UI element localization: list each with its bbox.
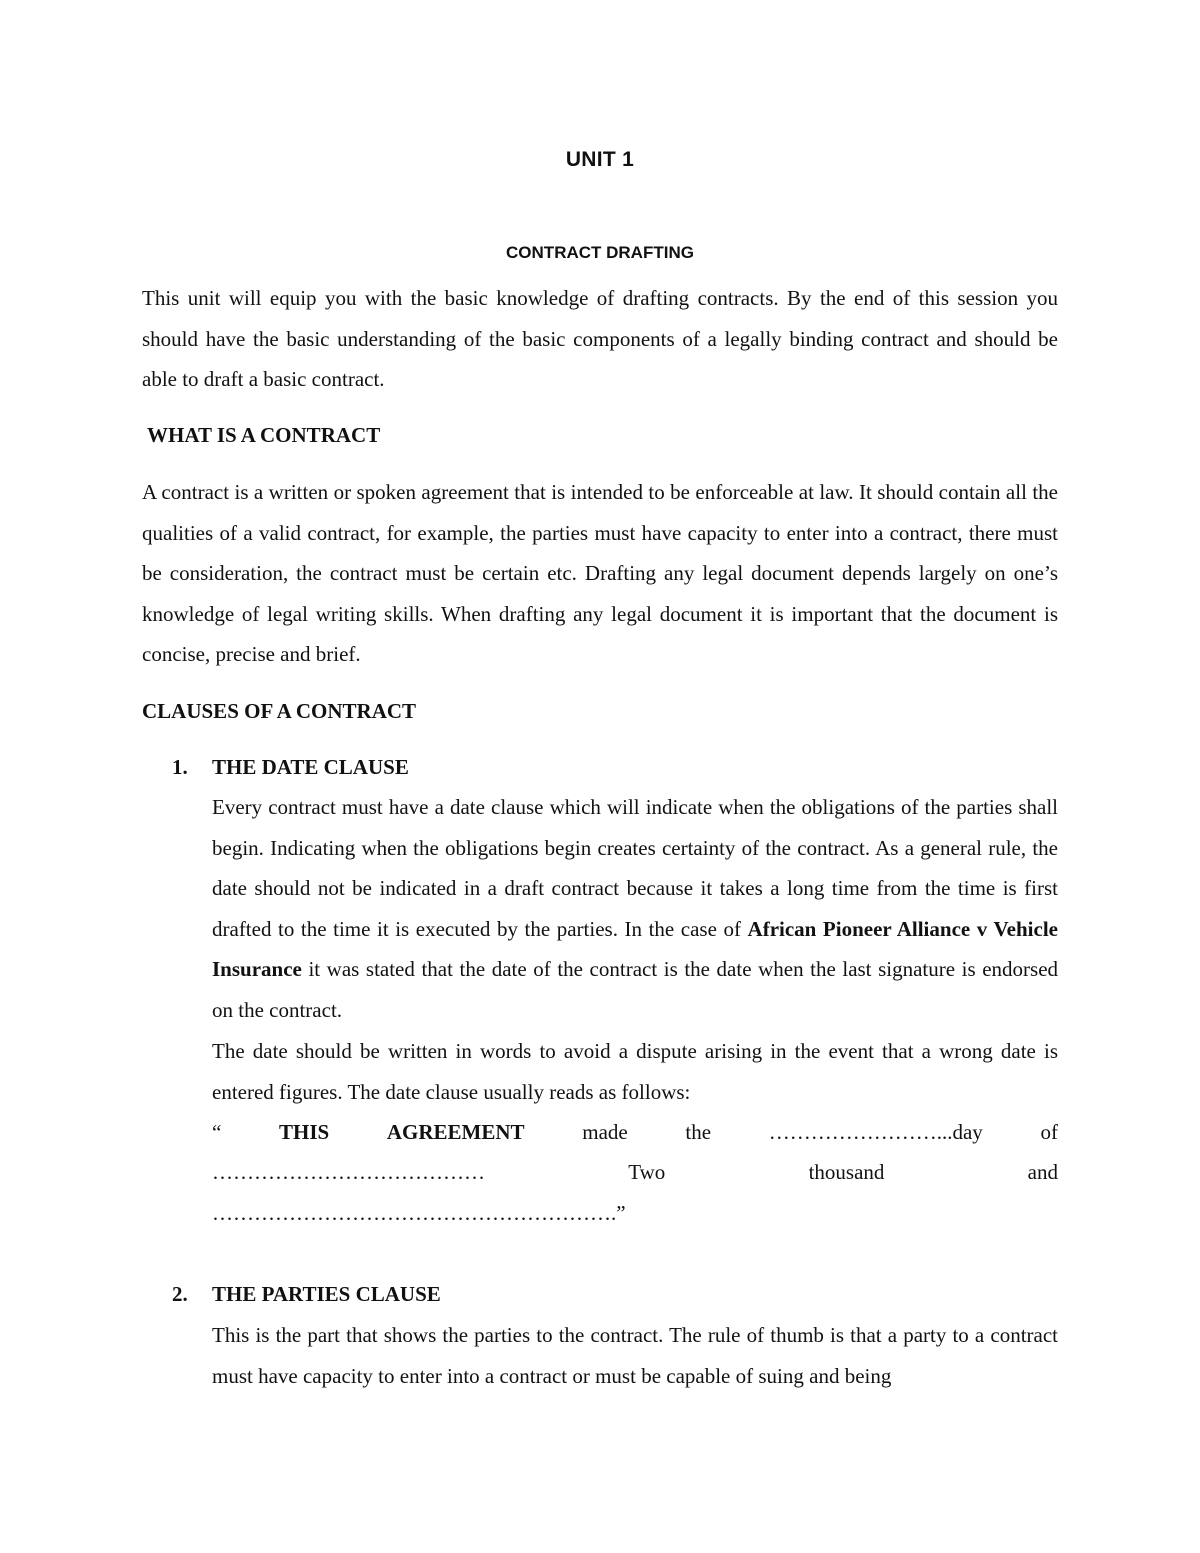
sample-day-blank: ……………………...day <box>768 1120 983 1144</box>
clause-2-label: THE PARTIES CLAUSE <box>212 1282 441 1306</box>
sample-word-two: Two <box>628 1160 666 1184</box>
sample-clause-line-1 <box>212 1112 1058 1152</box>
sample-open-quote: “ <box>212 1120 222 1144</box>
unit-title: UNIT 1 <box>565 148 635 171</box>
sample-word-and: and <box>1027 1160 1058 1184</box>
case-citation: African Pioneer Alliance v Vehicle Insurance <box>212 916 1058 981</box>
sample-word-thousand: thousand <box>808 1160 885 1184</box>
sample-word-agreement: AGREEMENT <box>386 1120 525 1144</box>
sample-word-of: of <box>1040 1120 1058 1144</box>
section-subtitle: CONTRACT DRAFTING <box>506 243 694 262</box>
heading-what-is-contract: WHAT IS A CONTRACT <box>147 423 381 447</box>
sample-word-this: THIS <box>279 1120 330 1144</box>
sample-clause-line-3 <box>212 1193 1058 1233</box>
clause-2-number: 2. <box>172 1282 188 1306</box>
date-clause-paragraph <box>212 787 1058 1030</box>
sample-year-blank: ………………………………………………….” <box>212 1201 626 1225</box>
intro-paragraph: This unit will equip you with the basic knowledge of drafting contracts. By the end of this session you should have the basic understanding of the basic components of a legally binding contract and should be able to draft a basic contract. <box>142 286 1058 391</box>
date-words-paragraph: The date should be written in words to avoid a dispute arising in the event that a wrong date is entered figures. The date clause usually reads as follows: <box>212 1039 1058 1104</box>
sample-clause-line-2 <box>212 1152 1058 1192</box>
sample-word-made: made <box>582 1120 628 1144</box>
clause-1-number: 1. <box>172 755 188 779</box>
date-clause-text-after: it was stated that the date of the contract is the date when the last signature is endorsed on the contract. <box>212 957 1059 1022</box>
clause-1-label: THE DATE CLAUSE <box>212 755 409 779</box>
sample-month-blank: ………………………………… <box>212 1160 485 1184</box>
heading-clauses: CLAUSES OF A CONTRACT <box>142 699 417 723</box>
parties-clause-paragraph: This is the part that shows the parties to the contract. The rule of thumb is that a party to a contract must have capacity to enter into a contract or must be capable of suing and being <box>212 1323 1058 1388</box>
date-clause-text-before: Every contract must have a date clause which will indicate when the obligations of the parties shall begin. Indicating when the obligations begin creates certainty of the contract. As a general rule, the date should not be indicated in a draft contract because it takes a long time from the time is first drafted to the time it is executed by the parties. In the case of <box>212 795 1058 941</box>
contract-definition-paragraph: A contract is a written or spoken agreement that is intended to be enforceable at law. It should contain all the qualities of a valid contract, for example, the parties must have capacity to enter into a contract, there must be consideration, the contract must be certain etc. Drafting any legal document depends largely on one’s knowledge of legal writing skills. When drafting any legal document it is important that the document is concise, precise and brief. <box>142 480 1058 666</box>
sample-word-the: the <box>685 1120 712 1144</box>
